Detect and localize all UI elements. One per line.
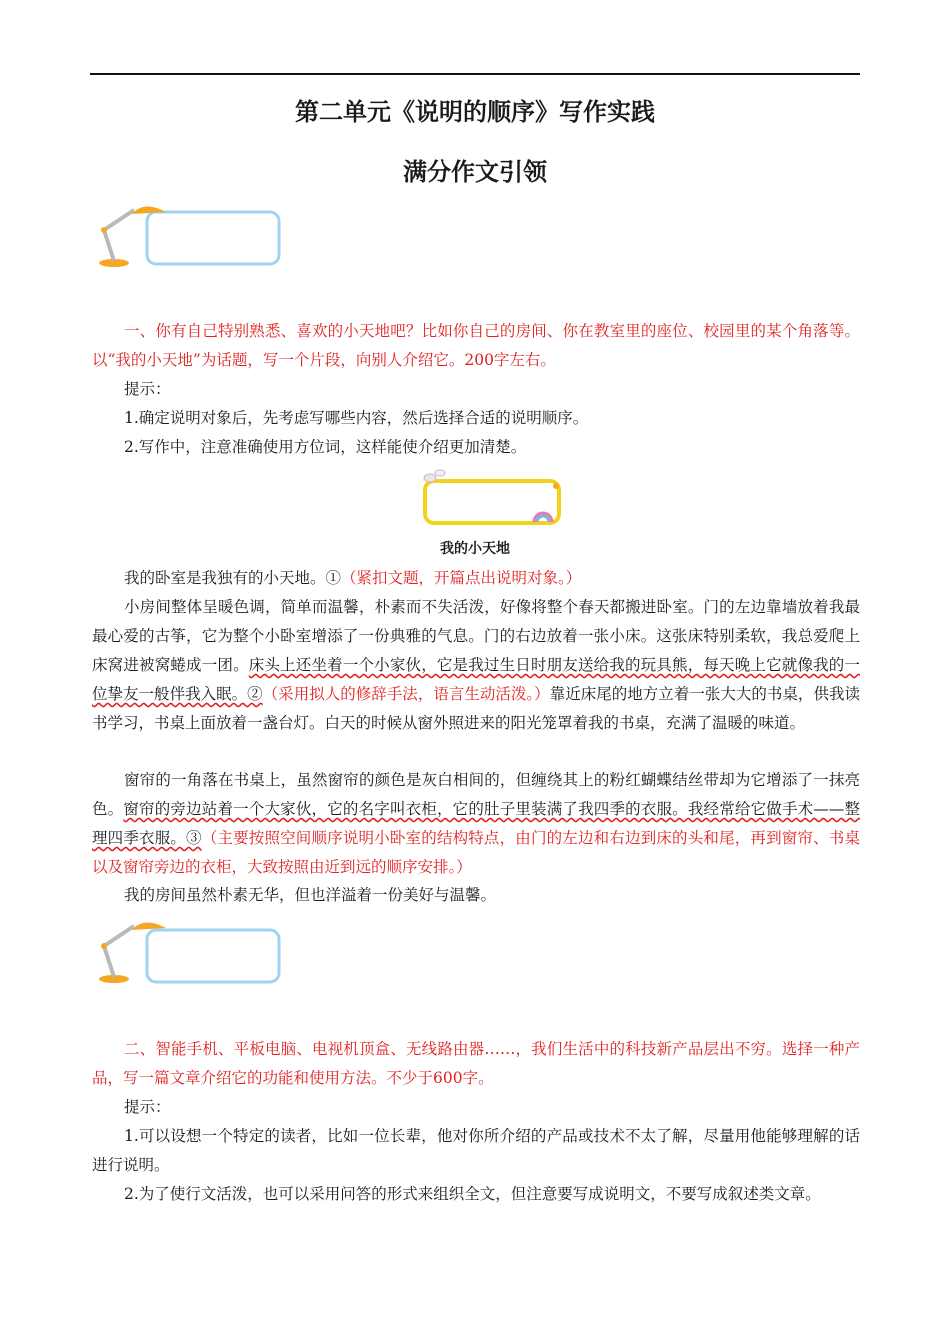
essay-paragraph-3: [92, 766, 860, 882]
task2-prompt: 二、智能手机、平板电脑、电视机顶盒、无线路由器……，我们生活中的科技新产品层出不穷。选择一种产品，写一篇文章介绍它的功能和使用方法。不少于600字。: [92, 1040, 860, 1087]
essay-p3-text-a: 窗帘的一角落在书桌上，虽然窗帘的颜色是灰白相间的，但缠绕其上的粉红蝴蝶结丝带却为它增添了一抹亮色。: [92, 771, 860, 818]
rabbit-frame-icon: [416, 462, 566, 530]
essay-title: 我的小天地: [440, 541, 510, 557]
essay-p2-wavy: 床头上还坐着一个小家伙，它是我过生日时朋友送给我的玩具熊，每天晚上它就像我的一位挚友一般伴我入眠。②: [92, 656, 860, 703]
annotation-3: （主要按照空间顺序说明小卧室的结构特点，由门的左边和右边到床的头和尾，再到窗帘、书桌以及窗帘旁边的衣柜，大致按照由近到远的顺序安排。）: [92, 829, 860, 876]
essay-p2-text-a: 小房间整体呈暖色调，简单而温馨，朴素而不失活泼，好像将整个春天都搬进卧室。门的左边靠墙放着我最最心爱的古筝，它为整个小卧室增添了一份典雅的气息。门的右边放着一张小床。这张床特别柔软，我总爱爬上床窝进被窝蜷成一团。: [92, 598, 860, 674]
annotation-1: （紧扣文题，开篇点出说明对象。）: [341, 569, 582, 587]
essay-paragraph-2: [92, 593, 860, 738]
page-title: 第二单元《说明的顺序》写作实践: [295, 97, 655, 126]
task1-hint-1: 1.确定说明对象后，先考虑写哪些内容，然后选择合适的说明顺序。: [124, 409, 589, 427]
header-rule: [90, 73, 860, 75]
task1-hint-2: 2.写作中，注意准确使用方位词，这样能使介绍更加清楚。: [124, 438, 527, 456]
essay-paragraph-4: 我的房间虽然朴素无华，但也洋溢着一份美好与温馨。: [124, 886, 497, 904]
task1-hint-label: 提示：: [124, 380, 171, 398]
essay-p1-text: 我的卧室是我独有的小天地。①: [124, 569, 342, 587]
task2-hint-2: 2.为了使行文活泼，也可以采用问答的形式来组织全文，但注意要写成说明文，不要写成叙述类文章。: [124, 1185, 821, 1203]
task1-prompt: 一、你有自己特别熟悉、喜欢的小天地吧？比如你自己的房间、你在教室里的座位、校园里的某个角落等。以“我的小天地”为话题，写一个片段，向别人介绍它。200字左右。: [92, 322, 860, 369]
page-subtitle: 满分作文引领: [403, 157, 547, 186]
annotation-2: （采用拟人的修辞手法，语言生动活泼。）: [262, 685, 550, 703]
essay-paragraph-1: [92, 564, 860, 593]
essay-p2-text-b: 靠近床尾的地方立着一张大大的书桌，供我读书学习，书桌上面放着一盏台灯。白天的时候从窗外照进来的阳光笼罩着我的书桌，充满了温暖的味道。: [92, 685, 860, 732]
task2-hint-1: 1.可以设想一个特定的读者，比如一位长辈，他对你所介绍的产品或技术不太了解，尽量用他能够理解的话进行说明。: [92, 1127, 860, 1174]
essay-p3-wavy: 窗帘的旁边站着一个大家伙，它的名字叫衣柜，它的肚子里装满了我四季的衣服。我经常给它做手术——整理四季衣服。③: [92, 800, 860, 847]
desk-lamp-icon: [92, 200, 287, 270]
desk-lamp-icon: [92, 916, 287, 986]
task2-hint-label: 提示：: [124, 1098, 171, 1116]
